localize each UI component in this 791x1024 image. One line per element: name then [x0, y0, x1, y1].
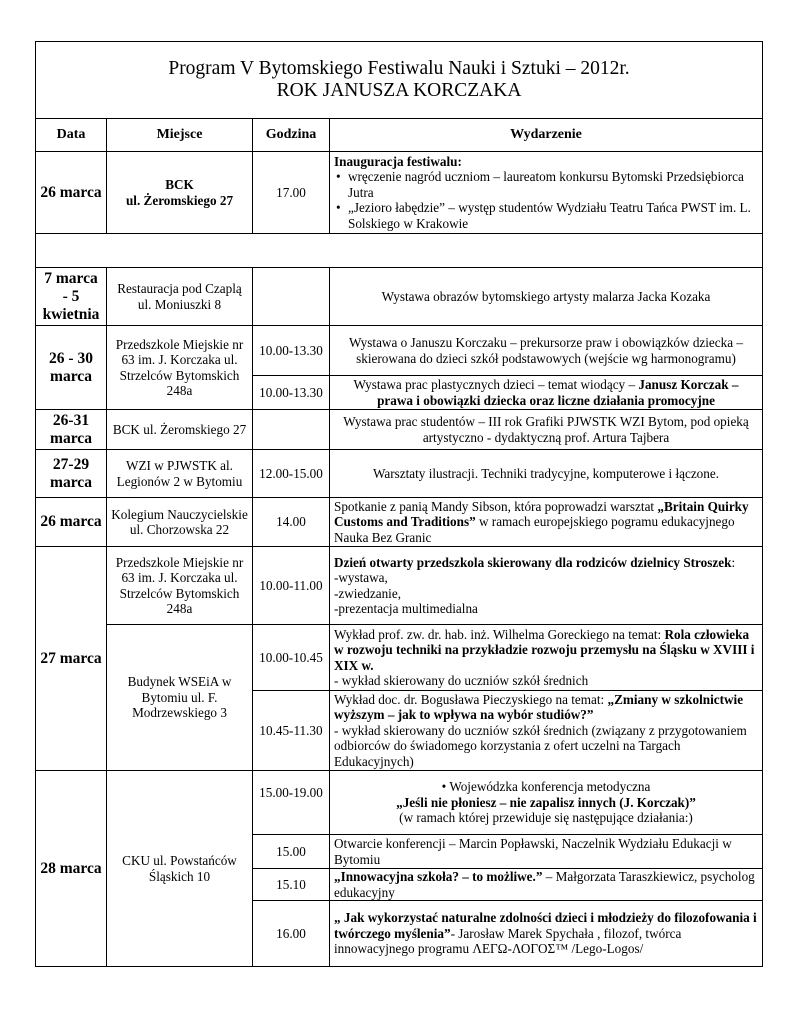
time-cell: 12.00-15.00 — [253, 450, 330, 498]
place-cell: Przedszkole Miejskie nr 63 im. J. Korczaka ul. Strzelców Bytomskich 248a — [107, 326, 253, 410]
date-cell: 26 marca — [36, 152, 107, 234]
place-cell: Budynek WSEiA w Bytomiu ul. F. Modrzewskiego 3 — [107, 625, 253, 771]
event-text-bold: „Jeśli nie płoniesz – nie zapalisz innych (J. Korczak)” — [396, 794, 696, 810]
bullet-icon: • — [441, 779, 450, 795]
date-cell: 27 marca — [36, 547, 107, 771]
event-text-bold: Dzień otwarty przedszkola skierowany dla rodziców dzielnicy Stroszek — [334, 554, 732, 570]
event-cell: Warsztaty ilustracji. Techniki tradycyjne, komputerowe i łączone. — [330, 450, 763, 498]
place-address: ul. Żeromskiego 27 — [125, 192, 234, 208]
date-cell: 7 marca - 5 kwietnia — [36, 268, 107, 326]
table-row — [36, 326, 763, 376]
event-cell — [330, 691, 763, 771]
time-cell: 15.10 — [253, 869, 330, 901]
event-text: - Jarosław Marek Spychała , filozof, twórca innowacyjnego programu ΛΕΓΩ-ΛΟΓΟΣ™ /Lego-Logos/ — [334, 925, 682, 957]
event-heading: Inauguracja festiwalu: — [334, 153, 462, 169]
table-header-row — [36, 119, 763, 152]
header-data: Data — [36, 119, 107, 152]
event-text: - wykład skierowany do uczniów szkół średnich — [334, 673, 589, 688]
list-item: • „Jezioro łabędzie” – występ studentów Wydziału Teatru Tańca PWST im. L. Solskiego w Krakowie — [334, 200, 758, 231]
event-text-bold: „Innowacyjna szkoła? – to możliwe.” — [334, 869, 543, 884]
header-miejsce: Miejsce — [107, 119, 253, 152]
place-cell: CKU ul. Powstańców Śląskich 10 — [107, 771, 253, 967]
time-cell: 15.00-19.00 — [253, 771, 330, 835]
title-line-1: Program V Bytomskiego Festiwalu Nauki i Sztuki – 2012r. — [168, 58, 630, 79]
event-cell — [330, 547, 763, 625]
event-cell — [330, 152, 763, 234]
time-cell: 10.45-11.30 — [253, 691, 330, 771]
event-text: : — [731, 554, 736, 570]
event-text: (w ramach której przewiduje się następujące działania:) — [399, 810, 693, 826]
table-row — [36, 498, 763, 547]
list-item: • wręczenie nagród uczniom – laureatom konkursu Bytomski Przedsiębiorca Jutra — [334, 169, 758, 200]
list-item: -zwiedzanie, — [334, 585, 401, 601]
date-cell: 26 marca — [36, 498, 107, 547]
date-cell: 26-31 marca — [36, 410, 107, 450]
place-cell: Restauracja pod Czaplą ul. Moniuszki 8 — [107, 268, 253, 326]
table-row — [36, 450, 763, 498]
header-wydarzenie: Wydarzenie — [330, 119, 763, 152]
time-cell: 15.00 — [253, 835, 330, 869]
event-text: Spotkanie z panią Mandy Sibson, która poprowadzi warsztat — [334, 498, 658, 514]
event-cell — [330, 498, 763, 547]
event-text: w ramach europejskiego pogramu edukacyjnego Nauka Bez Granic — [334, 514, 735, 545]
date-cell: 28 marca — [36, 771, 107, 967]
event-text-bold: Janusz Korczak – prawa i obowiązki dziecka oraz liczne działania promocyjne — [377, 377, 739, 408]
time-cell: 17.00 — [253, 152, 330, 234]
event-cell — [330, 376, 763, 410]
place-cell: BCK ul. Żeromskiego 27 — [107, 410, 253, 450]
list-item: -prezentacja multimedialna — [334, 601, 478, 616]
date-cell: 26 - 30 marca — [36, 326, 107, 410]
event-text-bold: Rola człowieka w rozwoju techniki na przykładzie rozwoju przemysłu na Śląsku w XVIII i XIX w. — [334, 626, 755, 673]
time-cell: 10.00-11.00 — [253, 547, 330, 625]
time-cell: 10.00-13.30 — [253, 326, 330, 376]
event-cell — [330, 625, 763, 691]
place-cell — [107, 152, 253, 234]
event-text: Wykład prof. zw. dr. hab. inż. Wilhelma Goreckiego na temat: — [334, 626, 665, 642]
table-row — [36, 152, 763, 234]
place-cell: Kolegium Nauczycielskie ul. Chorzowska 22 — [107, 498, 253, 547]
time-cell — [253, 410, 330, 450]
time-cell: 10.00-13.30 — [253, 376, 330, 410]
place-cell: WZI w PJWSTK al. Legionów 2 w Bytomiu — [107, 450, 253, 498]
event-bullet-list — [334, 169, 758, 231]
event-cell: Wystawa prac studentów – III rok Grafiki PJWSTK WZI Bytom, pod opieką artystyczno - dydaktyczną prof. Artura Tajbera — [330, 410, 763, 450]
spacer-row — [36, 234, 763, 268]
time-cell: 16.00 — [253, 901, 330, 967]
table-row — [36, 547, 763, 625]
place-name: BCK — [165, 177, 194, 192]
event-cell — [330, 771, 763, 835]
event-cell: Wystawa o Januszu Korczaku – prekursorze praw i obowiązków dziecka – skierowana do dzieci szkół podstawowych (wejście wg harmonogramu) — [330, 326, 763, 376]
time-cell — [253, 268, 330, 326]
list-item: -wystawa, — [334, 570, 388, 585]
event-cell: Wystawa obrazów bytomskiego artysty malarza Jacka Kozaka — [330, 268, 763, 326]
table-row — [36, 268, 763, 326]
event-cell — [330, 869, 763, 901]
header-godzina: Godzina — [253, 119, 330, 152]
event-text-bold: „Britain Quirky Customs and Traditions” — [334, 498, 749, 530]
event-text: • Wojewódzka konferencja metodyczna — [441, 779, 651, 795]
place-cell: Przedszkole Miejskie nr 63 im. J. Korczaka ul. Strzelców Bytomskich 248a — [107, 547, 253, 625]
time-cell: 14.00 — [253, 498, 330, 547]
event-text-bold: „Zmiany w szkolnictwie wyższym – jak to wpływa na wybór studiów?” — [334, 691, 744, 723]
event-cell — [330, 901, 763, 967]
date-cell: 27-29 marca — [36, 450, 107, 498]
event-text: Wystawa prac plastycznych dzieci – temat wiodący – — [353, 377, 639, 392]
table-row — [36, 625, 763, 691]
event-text: - wykład skierowany do uczniów szkół średnich (związany z przygotowaniem odbiorców do świadomego korzystania z ofert uczelni na Targach Edukacyjnych) — [334, 722, 747, 769]
title-line-2: ROK JANUSZA KORCZAKA — [276, 80, 522, 101]
event-text: – Małgorzata Taraszkiewicz, psycholog edukacyjny — [334, 869, 755, 900]
event-text: Wykład doc. dr. Bogusława Pieczyskiego na temat: — [334, 691, 608, 707]
time-cell: 10.00-10.45 — [253, 625, 330, 691]
table-row — [36, 410, 763, 450]
event-text-bold: „ Jak wykorzystać naturalne zdolności dzieci i młodzieży do filozofowania i twórczego myślenia” — [334, 910, 757, 941]
festival-program-table — [35, 41, 763, 967]
table-row — [36, 771, 763, 835]
document-title — [36, 42, 763, 119]
event-cell: Otwarcie konferencji – Marcin Popławski, Naczelnik Wydziału Edukacji w Bytomiu — [330, 835, 763, 869]
